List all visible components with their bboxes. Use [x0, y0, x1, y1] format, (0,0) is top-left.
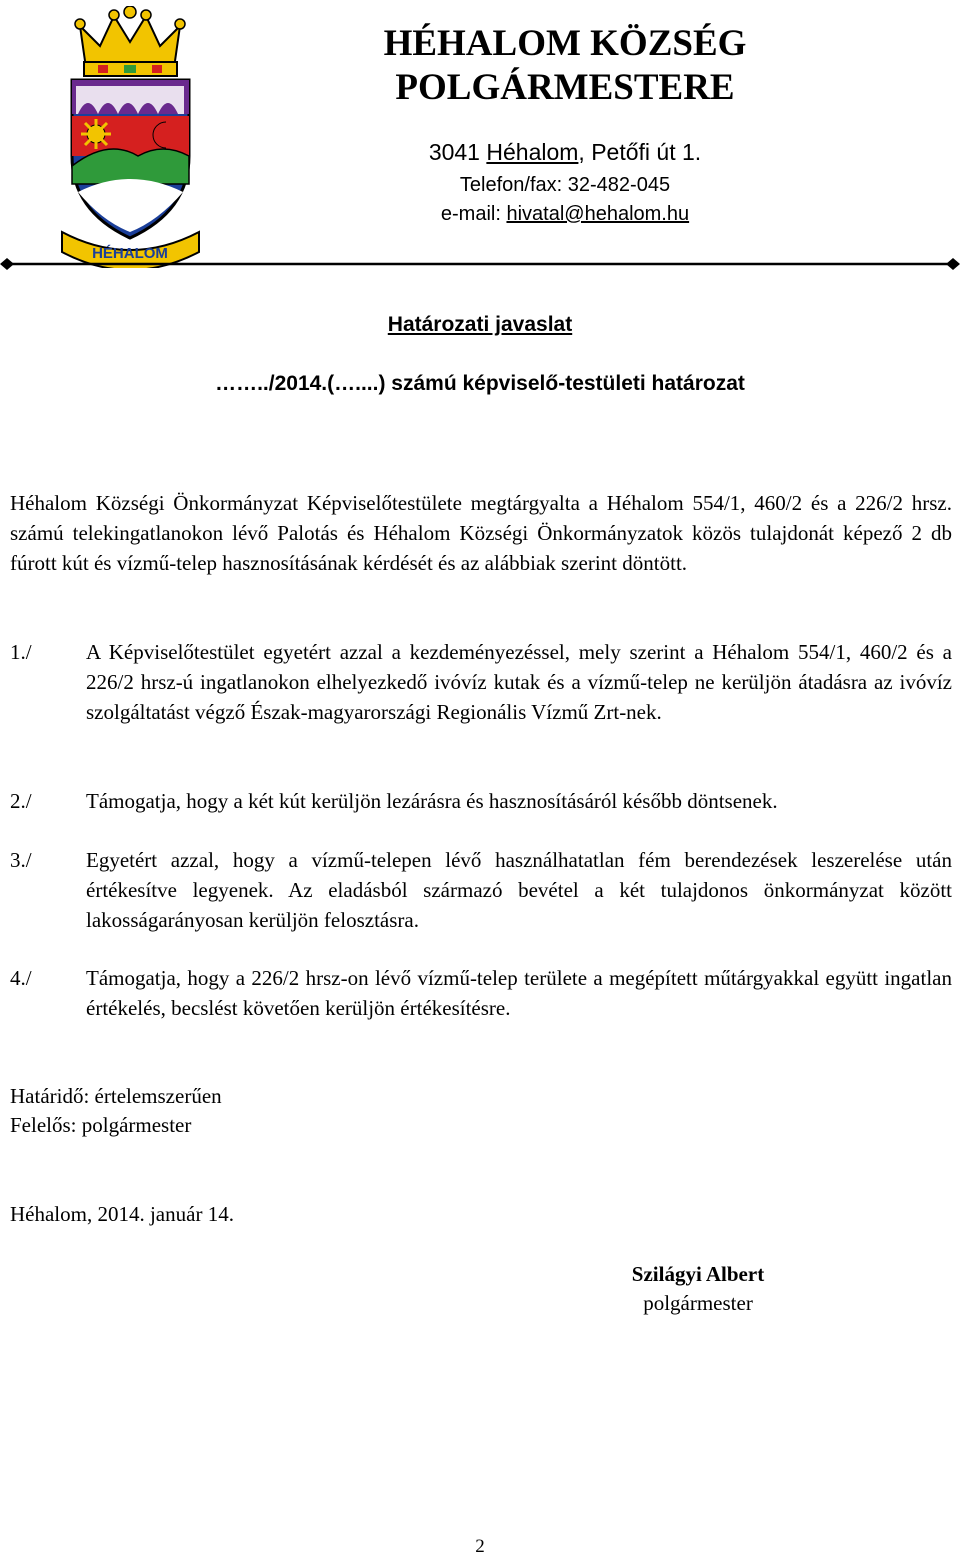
item-number: 3./: [10, 848, 32, 872]
email-line: [300, 203, 830, 226]
email-link[interactable]: hivatal@hehalom.hu: [506, 203, 690, 225]
address-line: [300, 139, 830, 166]
crown-icon: [75, 6, 185, 76]
shield-icon: [72, 80, 189, 238]
item-number: 1./: [10, 640, 32, 664]
hehalom-coat-of-arms: [58, 6, 203, 268]
deadline-line: Határidő: értelemszerűen: [10, 1084, 222, 1108]
resolution-title: ……../2014.(…....) számú képviselő-testületi határozat: [215, 372, 745, 395]
diamond-left-icon: [0, 258, 14, 270]
resolution-item: [10, 845, 952, 935]
address-suffix: , Petőfi út 1.: [578, 139, 702, 165]
crest-banner-text: HÉHALOM: [92, 245, 168, 262]
resolution-item: [10, 963, 952, 1023]
page-number: 2: [475, 1536, 485, 1557]
place-date: Héhalom, 2014. január 14.: [10, 1202, 234, 1226]
item-text: Támogatja, hogy a két kút kerüljön lezárásra és hasznosításáról később döntsenek.: [86, 789, 778, 813]
signer-name: Szilágyi Albert: [631, 1262, 765, 1286]
header-divider: [0, 257, 960, 271]
intro-paragraph: Héhalom Községi Önkormányzat Képviselőtestülete megtárgyalta a Héhalom 554/1, 460/2 és a 226/2 hrsz. számú telekingatlanokon lévő Palotás és Héhalom Községi Önkormányzatok közös tulajdonát képező 2 db fúrott kút és vízmű-telep hasznosításának kérdését és az alábbiak szerint döntött.: [10, 491, 952, 575]
item-text: Támogatja, hogy a 226/2 hrsz-on lévő vízmű-telep területe a megépített műtárgyakkal együtt ingatlan értékelés, becslést követően kerüljön értékesítésre.: [86, 966, 952, 1020]
address-town: Héhalom: [486, 139, 579, 165]
phone-line: Telefon/fax: 32-482-045: [459, 174, 671, 196]
diamond-right-icon: [946, 258, 960, 270]
document-heading: Határozati javaslat: [387, 313, 573, 336]
item-number: 4./: [10, 966, 32, 990]
resolution-item: [10, 637, 952, 727]
item-text: A Képviselőtestület egyetért azzal a kezdeményezéssel, mely szerint a Héhalom 554/1, 460/2 és a 226/2 hrsz-ú ingatlanokon elhelyezkedő ivóvíz kutak és a vízmű-telep ne kerüljön átadásra az ivóvíz szolgáltatást végző Észak-magyarországi Regionális Vízmű Zrt-nek.: [86, 640, 952, 724]
email-label: e-mail:: [440, 203, 507, 225]
item-number: 2./: [10, 789, 32, 813]
responsible-line: Felelős: polgármester: [10, 1113, 192, 1137]
office-title-line1: HÉHALOM KÖZSÉG: [383, 23, 747, 64]
signer-title: polgármester: [643, 1291, 753, 1315]
resolution-item: [10, 786, 952, 816]
office-title-line2: POLGÁRMESTERE: [395, 67, 735, 108]
address-prefix: 3041: [428, 139, 487, 165]
item-text: Egyetért azzal, hogy a vízmű-telepen lévő használhatatlan fém berendezések leszerelése után értékesítve legyenek. Az eladásból származó bevétel a két tulajdonos önkormányzat között lakosságarányosan kerüljön felosztásra.: [86, 848, 952, 932]
